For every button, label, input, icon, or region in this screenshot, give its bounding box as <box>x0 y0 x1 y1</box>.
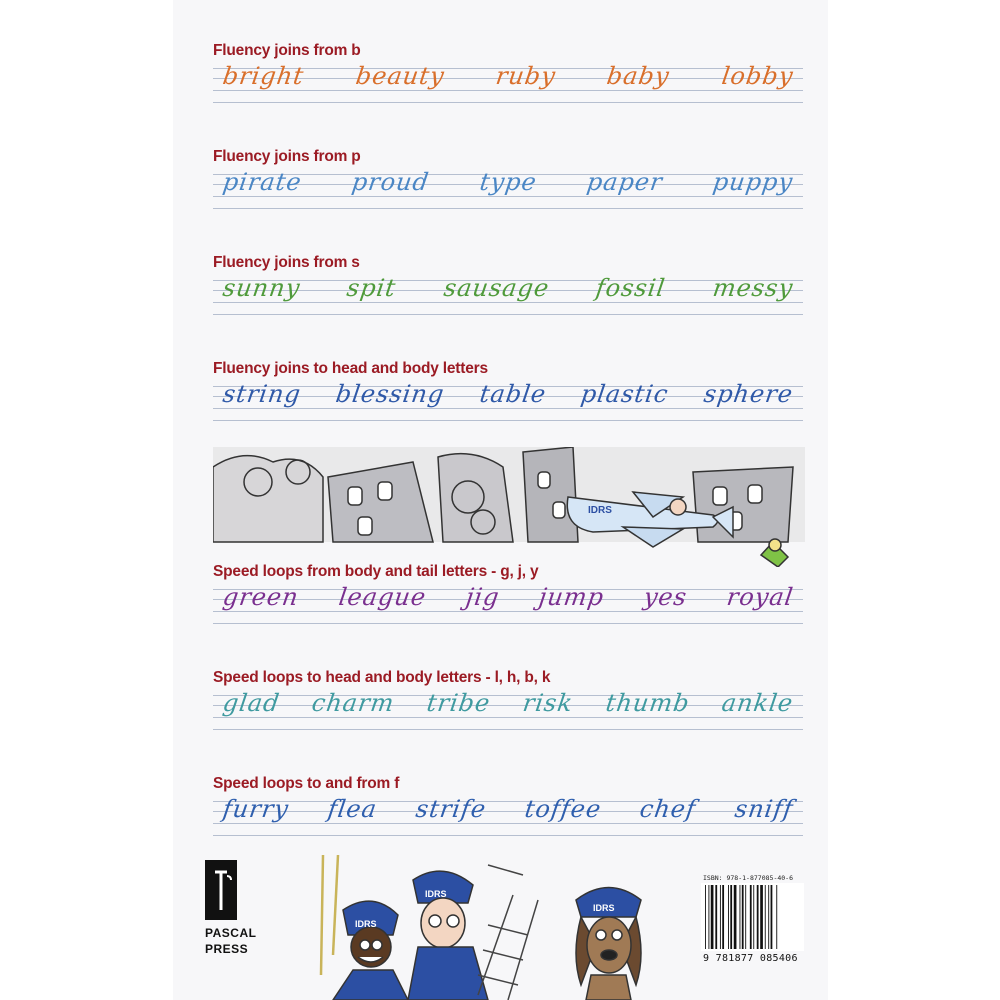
guide-line <box>213 90 803 91</box>
barcode-bar <box>730 885 732 949</box>
practice-word: blessing <box>334 380 447 408</box>
barcode-bar <box>757 885 759 949</box>
handwriting-lines <box>213 274 803 316</box>
practice-word: spit <box>345 274 399 302</box>
word-row <box>213 274 803 302</box>
practice-word: chef <box>637 795 698 823</box>
practice-word: sunny <box>221 274 303 302</box>
barcode-bar <box>705 885 706 949</box>
barcode-bar <box>740 885 741 949</box>
word-row <box>213 62 803 90</box>
guide-line <box>213 208 803 209</box>
barcode-bar <box>728 885 729 949</box>
guide-line <box>213 623 803 624</box>
practice-word: green <box>221 583 301 611</box>
practice-word: baby <box>605 62 672 90</box>
practice-word: flea <box>325 795 379 823</box>
word-row <box>213 168 803 196</box>
guide-line <box>213 196 803 197</box>
guide-line <box>213 420 803 421</box>
practice-word: royal <box>724 583 795 611</box>
barcode-bar <box>753 885 754 949</box>
barcode-bar <box>745 885 746 949</box>
barcode-bar <box>708 885 709 949</box>
handwriting-lines <box>213 583 803 625</box>
guide-line <box>213 302 803 303</box>
barcode-bar <box>734 885 737 949</box>
practice-word: furry <box>221 795 291 823</box>
barcode-bar <box>742 885 744 949</box>
handwriting-lines <box>213 689 803 731</box>
handwriting-lines <box>213 168 803 210</box>
guide-line <box>213 717 803 718</box>
handwriting-lines <box>213 62 803 104</box>
plane-label: IDRS <box>588 505 612 516</box>
practice-word: charm <box>310 689 397 717</box>
word-row <box>213 689 803 717</box>
practice-word: table <box>477 380 548 408</box>
practice-word: risk <box>521 689 576 717</box>
barcode-bar <box>760 885 763 949</box>
barcode-bar <box>711 885 714 949</box>
publisher-logo <box>205 860 255 960</box>
practice-word: bright <box>221 62 306 90</box>
cartoon-dog <box>571 875 646 1000</box>
practice-word: type <box>477 168 539 196</box>
practice-word: jump <box>536 583 606 611</box>
section-heading: Fluency joins to head and body letters <box>213 360 488 377</box>
practice-word: glad <box>221 689 282 717</box>
publisher-name-line2: PRESS <box>205 942 249 956</box>
practice-word: puppy <box>710 168 795 196</box>
barcode-number: 9 781877 085406 <box>703 953 798 964</box>
guide-line <box>213 314 803 315</box>
section-heading: Fluency joins from b <box>213 42 361 59</box>
cap-label-2: IDRS <box>355 919 377 929</box>
cap-label-1: IDRS <box>425 889 447 899</box>
practice-word: beauty <box>353 62 447 90</box>
barcode-bar <box>768 885 769 949</box>
practice-word: strife <box>413 795 488 823</box>
barcode <box>701 883 804 951</box>
practice-word: sniff <box>732 795 795 823</box>
guide-line <box>213 729 803 730</box>
barcode-bar <box>776 885 777 949</box>
back-cover <box>173 0 828 1000</box>
handwriting-lines <box>213 380 803 422</box>
section-heading: Speed loops to head and body letters - l, h, b, k <box>213 669 551 686</box>
publisher-name-line1: PASCAL <box>205 926 257 940</box>
isbn-text: ISBN: 978-1-877085-40-6 <box>703 874 794 882</box>
practice-word: pirate <box>221 168 304 196</box>
word-row <box>213 583 803 611</box>
guide-line <box>213 102 803 103</box>
cap-label-3: IDRS <box>593 903 615 913</box>
practice-word: league <box>336 583 428 611</box>
practice-word: plastic <box>579 380 671 408</box>
practice-word: ankle <box>719 689 795 717</box>
practice-word: messy <box>710 274 795 302</box>
practice-word: ruby <box>493 62 558 90</box>
practice-word: proud <box>350 168 432 196</box>
publisher-logo-mark <box>205 860 237 920</box>
practice-word: sausage <box>441 274 551 302</box>
barcode-bar <box>750 885 752 949</box>
section-heading: Fluency joins from s <box>213 254 360 271</box>
barcode-bar <box>720 885 721 949</box>
section-heading: Speed loops from body and tail letters - g, j, y <box>213 563 539 580</box>
practice-word: jig <box>463 583 501 611</box>
barcode-bar <box>715 885 717 949</box>
practice-word: string <box>221 380 303 408</box>
barcode-bar <box>765 885 766 949</box>
practice-word: lobby <box>719 62 795 90</box>
practice-word: paper <box>584 168 665 196</box>
guide-line <box>213 823 803 824</box>
practice-word: tribe <box>425 689 493 717</box>
guide-line <box>213 611 803 612</box>
practice-word: fossil <box>594 274 668 302</box>
guide-line <box>213 408 803 409</box>
section-heading: Fluency joins from p <box>213 148 361 165</box>
handwriting-lines <box>213 795 803 837</box>
practice-word: toffee <box>522 795 603 823</box>
cartoon-banner <box>213 447 805 567</box>
word-row <box>213 380 803 408</box>
practice-word: thumb <box>603 689 692 717</box>
word-row <box>213 795 803 823</box>
guide-line <box>213 835 803 836</box>
barcode-bar <box>771 885 773 949</box>
section-heading: Speed loops to and from f <box>213 775 400 792</box>
barcode-bar <box>722 885 724 949</box>
practice-word: yes <box>641 583 689 611</box>
practice-word: sphere <box>701 380 795 408</box>
